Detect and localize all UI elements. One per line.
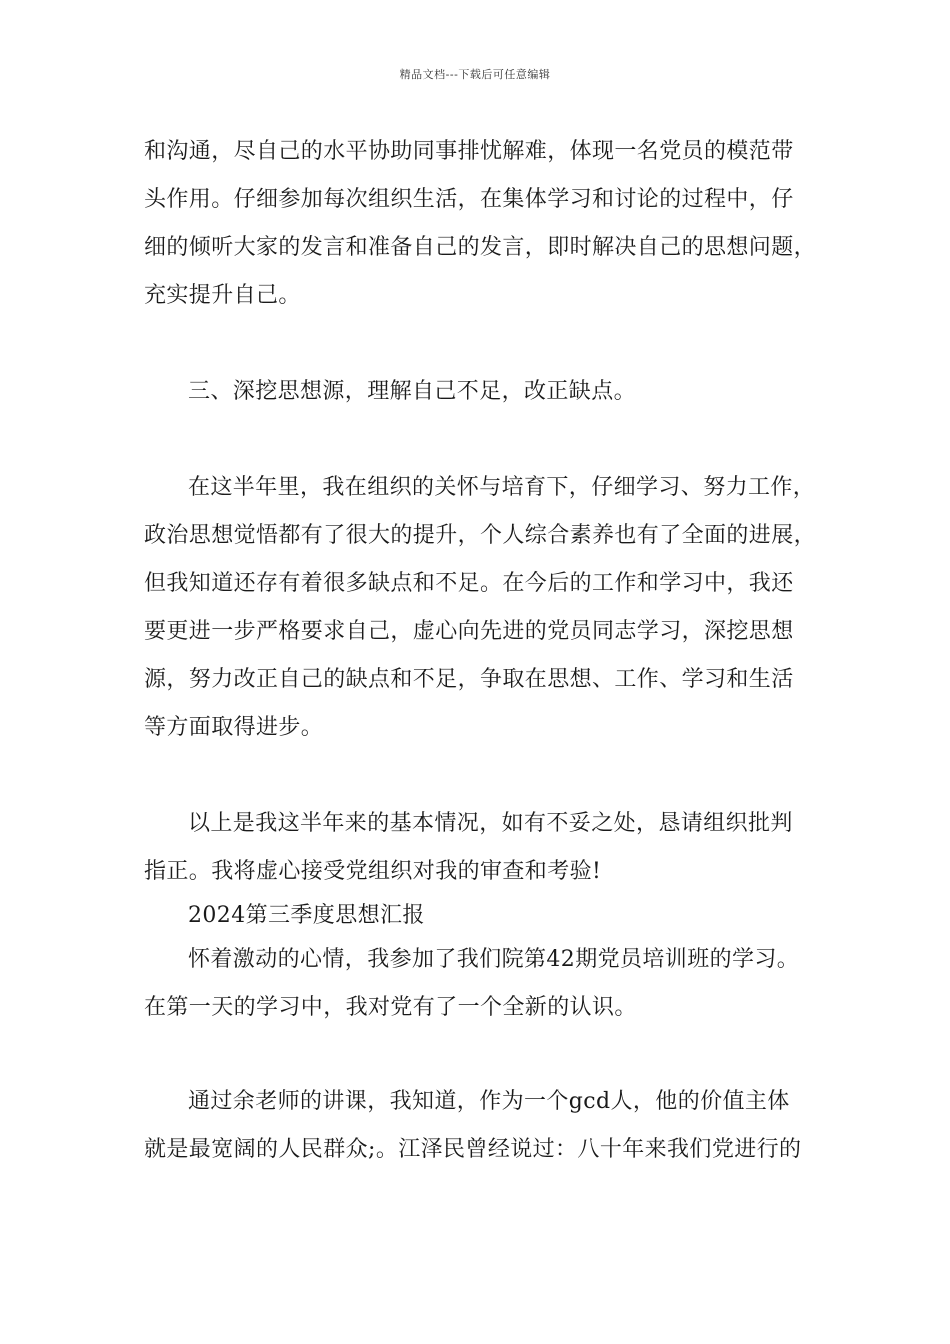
text-line: 和沟通，尽自己的水平协助同事排忧解难，体现一名党员的模范带 [144, 139, 794, 164]
report-title: 2024第三季度思想汇报 [188, 903, 425, 928]
text-line: 怀着激动的心情，我参加了我们院第42期党员培训班的学习。 [188, 947, 800, 972]
paragraph-gap [144, 320, 812, 368]
paragraph-gap [144, 752, 812, 800]
text-line: 等方面取得进步。 [144, 715, 324, 740]
paragraph-4 [144, 936, 812, 1032]
paragraph-gap [144, 1032, 812, 1078]
paragraph-5 [144, 1078, 812, 1174]
paragraph-3 [144, 800, 812, 896]
text-line: 源，努力改正自己的缺点和不足，争取在思想、工作、学习和生活 [144, 667, 794, 692]
text-line: 政治思想觉悟都有了很大的提升，个人综合素养也有了全面的进展， [144, 523, 817, 548]
document-body [144, 128, 817, 1174]
text-line: 但我知道还存有着很多缺点和不足。在今后的工作和学习中，我还 [144, 571, 794, 596]
section-heading: 三、深挖思想源，理解自己不足，改正缺点。 [188, 379, 637, 404]
page-header: 精品文档---下载后可任意编辑 [399, 68, 551, 81]
text-line: 就是最宽阔的人民群众;。江泽民曾经说过：八十年来我们党进行的 [144, 1137, 802, 1162]
text-line: 在第一天的学习中，我对党有了一个全新的认识。 [144, 995, 637, 1020]
text-line: 头作用。仔细参加每次组织生活，在集体学习和讨论的过程中，仔 [144, 187, 794, 212]
text-line: 在这半年里，我在组织的关怀与培育下，仔细学习、努力工作， [188, 475, 816, 500]
text-line: 指正。我将虚心接受党组织对我的审查和考验! [144, 859, 602, 884]
paragraph-1 [144, 128, 817, 320]
text-line: 要更进一步严格要求自己，虚心向先进的党员同志学习，深挖思想 [144, 619, 794, 644]
paragraph-2 [144, 464, 817, 752]
text-line: 以上是我这半年来的基本情况，如有不妥之处，恳请组织批判 [188, 811, 793, 836]
text-line: 细的倾听大家的发言和准备自己的发言，即时解决自己的思想问题， [144, 235, 817, 260]
text-line: 充实提升自己。 [144, 283, 301, 308]
paragraph-gap [144, 416, 812, 464]
text-line: 通过余老师的讲课，我知道，作为一个gcd人，他的价值主体 [188, 1089, 790, 1114]
